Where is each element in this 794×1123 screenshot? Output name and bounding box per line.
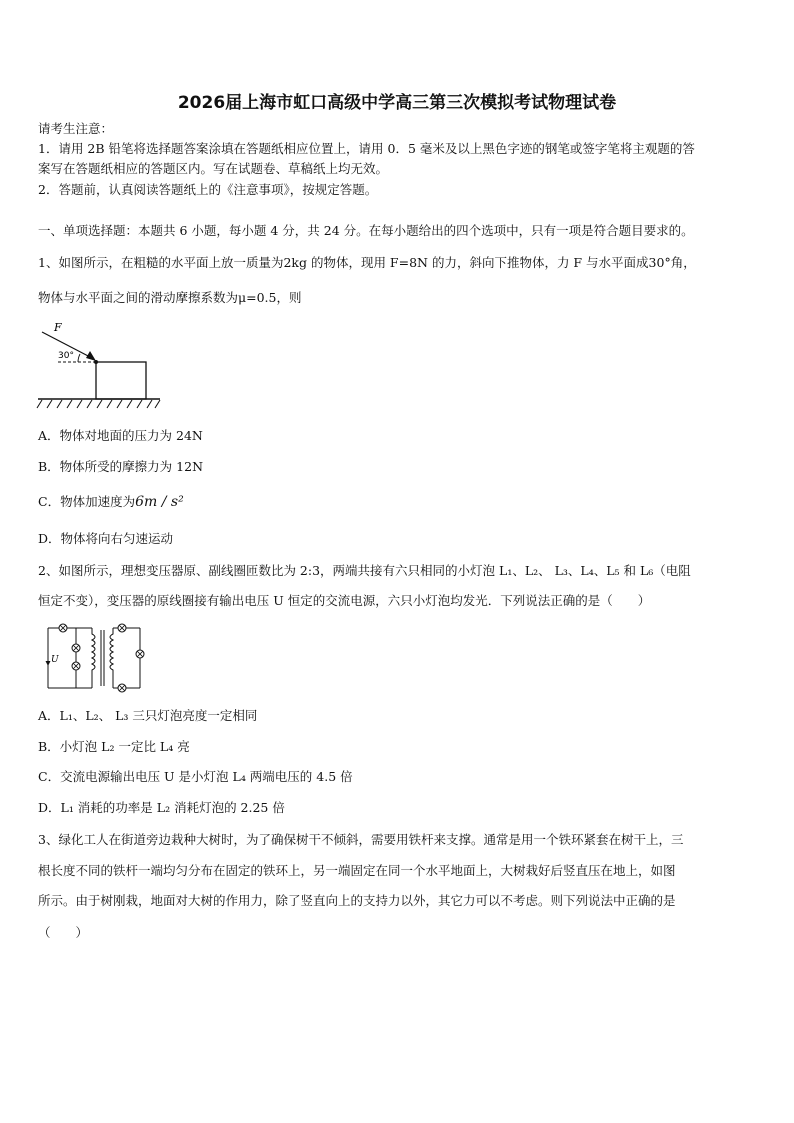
q2-stem-line2: 恒定不变），变压器的原线圈接有输出电压 U 恒定的交流电源，六只小灯泡均发光．下列说法正确的是（ ） — [38, 593, 651, 608]
q3-stem-line4: （ ） — [38, 925, 89, 940]
q1-option-b: B．物体所受的摩擦力为 12N — [38, 459, 204, 474]
q1-option-a: A．物体对地面的压力为 24N — [38, 428, 203, 443]
q1-option-c — [38, 493, 758, 511]
q3-stem-line3: 所示。由于树刚栽，地面对大树的作用力，除了竖直向上的支持力以外，其它力可以不考虑。则下列说法中正确的是 — [38, 893, 676, 908]
block — [96, 362, 146, 399]
q1-stem-line2: 物体与水平面之间的滑动摩擦系数为μ=0.5，则 — [38, 290, 302, 305]
voltage-label: U — [51, 655, 59, 665]
q1-option-d: D．物体将向右匀速运动 — [38, 531, 174, 546]
section-heading: 一、单项选择题：本题共 6 小题，每小题 4 分，共 24 分。在每小题给出的四个选项中，只有一项是符合题目要求的。 — [38, 223, 694, 238]
q1-option-c-text: C．物体加速度为 — [38, 494, 136, 509]
q3-stem-line2: 根长度不同的铁杆一端均匀分布在固定的铁环上，另一端固定在同一个水平地面上，大树栽好后竖直压在地上，如图 — [38, 863, 676, 878]
force-label: F — [54, 321, 62, 334]
q2-option-c: C．交流电源输出电压 U 是小灯泡 L₄ 两端电压的 4.5 倍 — [38, 769, 353, 784]
notice-heading: 请考生注意： — [38, 121, 114, 136]
q2-figure-transformer-circuit — [40, 618, 152, 694]
q1-stem-line1: 1、如图所示，在粗糙的水平面上放一质量为2kg 的物体，现用 F=8N 的力，斜向下推物体，力 F 与水平面成30°角， — [38, 255, 696, 270]
notice-item-1b: 案写在答题纸相应的答题区内。写在试题卷、草稿纸上均无效。 — [38, 161, 389, 176]
q1-figure-block-on-ground — [36, 318, 166, 410]
q3-stem-line1: 3、绿化工人在街道旁边栽种大树时，为了确保树干不倾斜，需要用铁杆来支撑。通常是用一个铁环紧套在树干上，三 — [38, 832, 684, 847]
angle-label: 30° — [58, 351, 74, 361]
notice-item-1a: 1．请用 2B 铅笔将选择题答案涂填在答题纸相应位置上，请用 0．5 毫米及以上黑色字迹的钢笔或签字笔将主观题的答 — [38, 141, 695, 156]
page-title: 2026届上海市虹口高级中学高三第三次模拟考试物理试卷 — [177, 93, 617, 113]
q1-option-c-value: 6m / s² — [135, 494, 184, 510]
notice-item-2: 2．答题前，认真阅读答题纸上的《注意事项》，按规定答题。 — [38, 182, 378, 197]
q2-option-a: A．L₁、L₂、 L₃ 三只灯泡亮度一定相同 — [38, 708, 258, 723]
q2-option-d: D．L₁ 消耗的功率是 L₂ 消耗灯泡的 2.25 倍 — [38, 800, 285, 815]
q2-option-b: B．小灯泡 L₂ 一定比 L₄ 亮 — [38, 739, 190, 754]
q2-stem-line1: 2、如图所示，理想变压器原、副线圈匝数比为 2:3，两端共接有六只相同的小灯泡 L₁、L₂、 L₃、L₄、L₅ 和 L₆（电阻 — [38, 563, 691, 578]
